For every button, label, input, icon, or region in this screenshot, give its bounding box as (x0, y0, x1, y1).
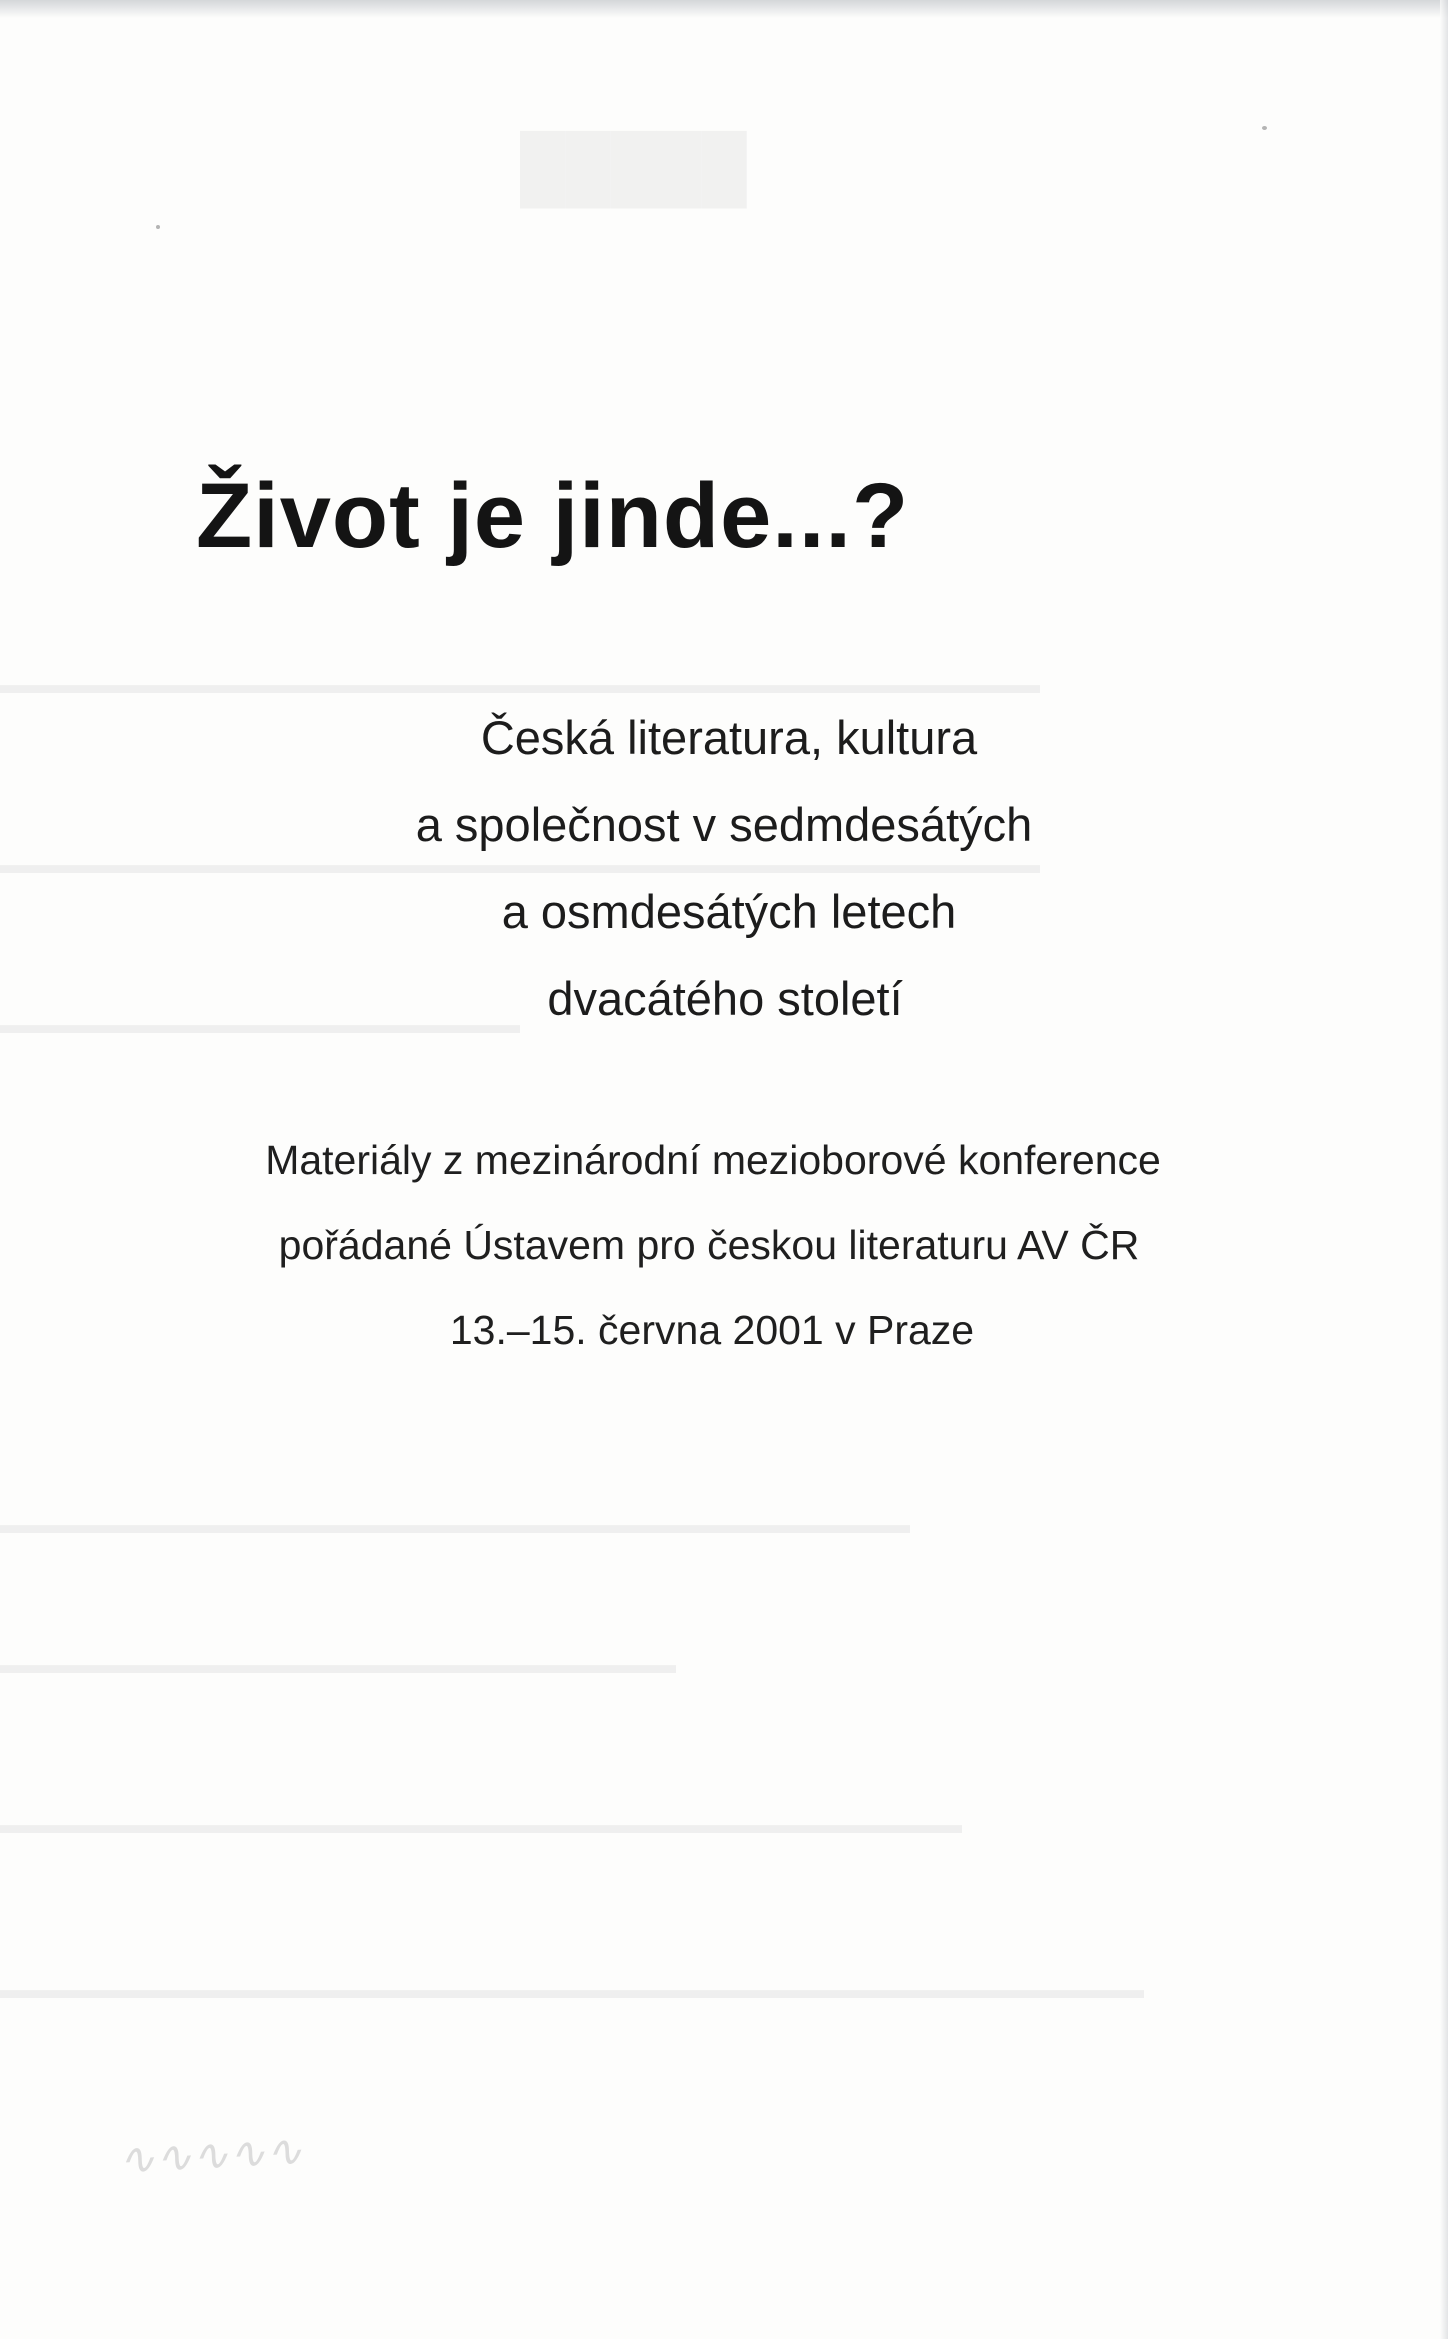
conference-line: Materiály z mezinárodní mezioborové konference (265, 1137, 1161, 1183)
subtitle-line: Česká literatura, kultura (480, 711, 978, 764)
pencil-mark: ∿∿∿∿∿ (116, 2125, 304, 2186)
scan-edge-top (0, 0, 1448, 18)
show-through-heading: █████ (520, 131, 747, 203)
show-through-line: ▬▬▬▬▬▬▬▬▬▬▬▬▬▬▬▬▬▬▬▬▬▬▬▬▬▬▬▬▬▬▬▬▬▬▬▬▬▬▬▬▬▬▬▬ (0, 1975, 1144, 2004)
subtitle-line: dvacátého století (547, 972, 903, 1025)
dust-speck (156, 225, 160, 229)
subtitle-line: a osmdesátých letech (501, 885, 957, 938)
conference-date-line: 13.–15. června 2001 v Praze (449, 1307, 975, 1353)
show-through-line: ▬▬▬▬▬▬▬▬▬▬▬▬▬▬▬▬▬▬▬▬▬▬▬▬▬▬▬▬▬▬▬▬▬▬▬ (0, 1510, 910, 1539)
show-through-line: ▬▬▬▬▬▬▬▬▬▬▬▬▬▬▬▬▬▬▬▬▬▬▬▬▬▬▬▬▬▬▬▬▬▬▬▬▬ (0, 1810, 962, 1839)
subtitle-line: a společnost v sedmdesátých (415, 798, 1033, 851)
show-through-line: ▬▬▬▬▬▬▬▬▬▬▬▬▬▬▬▬▬▬▬▬▬▬▬▬▬▬▬▬▬▬▬▬▬▬▬▬▬▬▬▬ (0, 670, 1040, 699)
show-through-line: ▬▬▬▬▬▬▬▬▬▬▬▬▬▬▬▬▬▬▬▬▬▬▬▬▬▬ (0, 1650, 676, 1679)
dust-speck (1262, 126, 1267, 130)
show-through-line: ▬▬▬▬▬▬▬▬▬▬▬▬▬▬▬▬▬▬▬▬▬▬▬▬▬▬▬▬▬▬▬▬▬▬▬▬▬▬▬▬ (0, 850, 1040, 879)
show-through-line: ▬▬▬▬▬▬▬▬▬▬▬▬▬▬▬▬▬▬▬▬ (0, 1010, 520, 1039)
conference-note (0, 1118, 1448, 1373)
book-subtitle (0, 694, 1448, 1042)
conference-line: pořádané Ústavem pro českou literaturu AV ČR (278, 1222, 1140, 1268)
book-title: Život je jinde...? (196, 465, 910, 567)
